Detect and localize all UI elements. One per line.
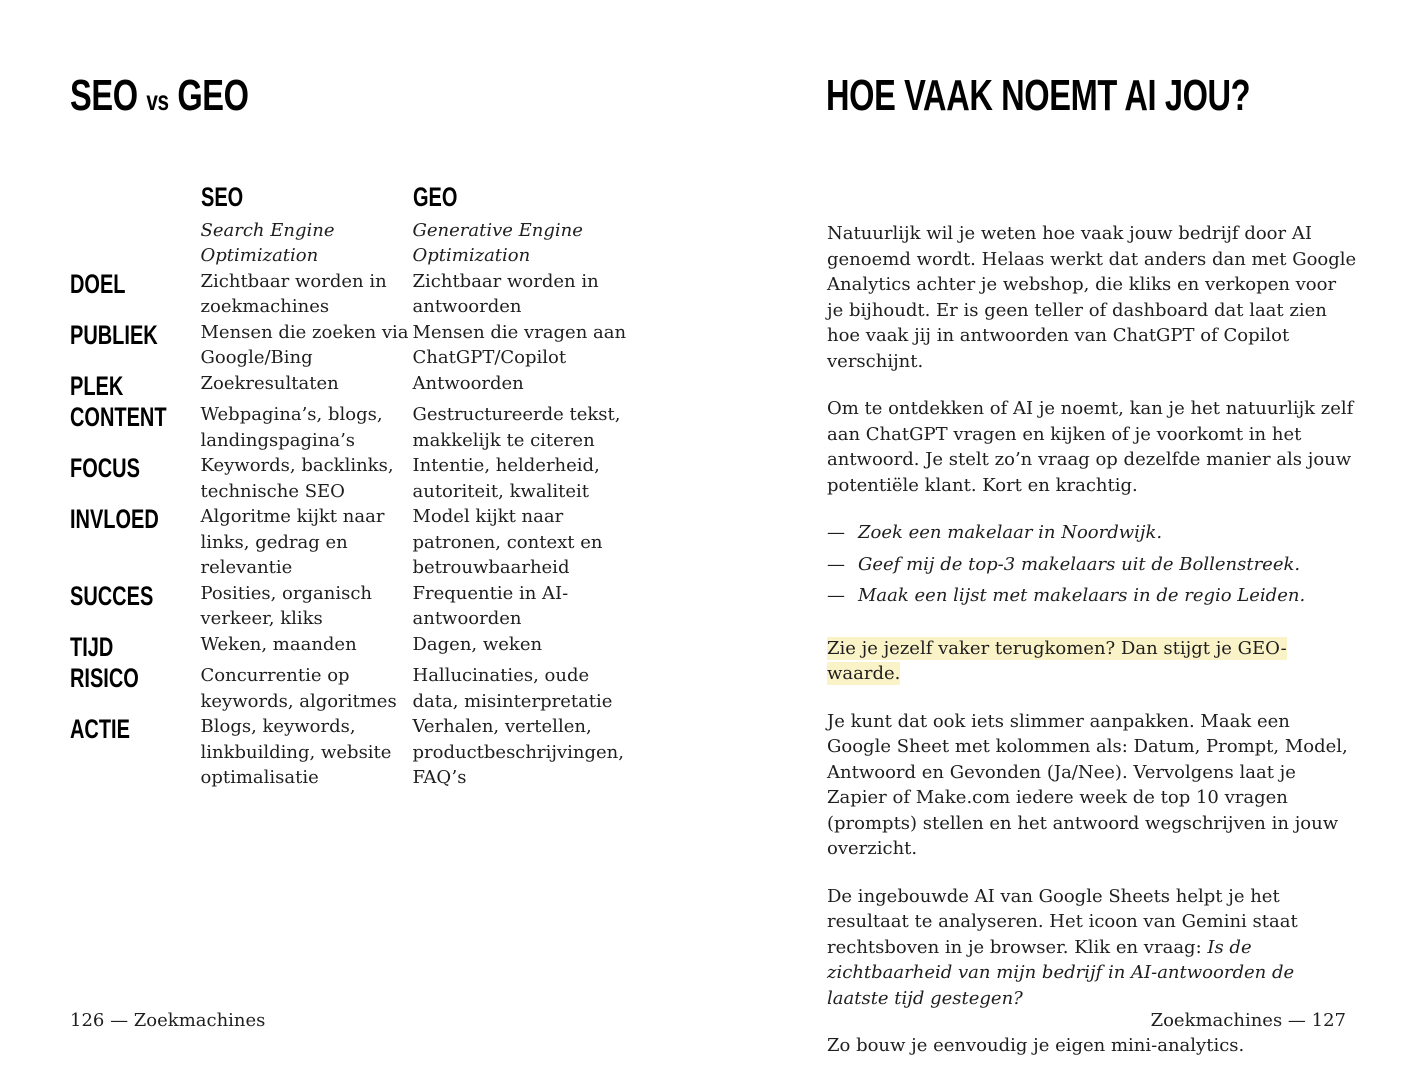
seo-value-cell bbox=[201, 453, 413, 504]
row-label: SUCCES bbox=[70, 580, 154, 611]
geo-value: Model kijkt naar patronen, context en betrouwbaarheid bbox=[412, 506, 603, 578]
left-page bbox=[0, 0, 708, 1063]
title-vs: vs bbox=[146, 85, 169, 116]
seo-value-cell bbox=[201, 581, 413, 632]
seo-value: Mensen die zoeken via Google/Bing bbox=[200, 321, 409, 368]
title-geo: GEO bbox=[177, 71, 249, 120]
row-label-cell bbox=[70, 453, 201, 504]
geo-value-cell bbox=[413, 632, 633, 664]
highlight-text: Zie je jezelf vaker terugkomen? Dan stijgt je GEO-waarde. bbox=[827, 637, 1287, 684]
column-header-seo bbox=[201, 182, 413, 269]
geo-value: Mensen die vragen aan ChatGPT/Copilot bbox=[412, 321, 627, 368]
seo-value: Posities, organisch verkeer, kliks bbox=[200, 582, 372, 629]
table-row bbox=[70, 663, 633, 714]
seo-value-cell bbox=[201, 269, 413, 320]
row-label: TIJD bbox=[70, 631, 114, 662]
geo-value-cell bbox=[413, 269, 633, 320]
geo-value: Dagen, weken bbox=[412, 633, 543, 655]
page-number-left: 126 — Zoekmachines bbox=[70, 1010, 266, 1031]
geo-value-cell bbox=[413, 453, 633, 504]
dash-bullet: — bbox=[827, 585, 845, 606]
table-row bbox=[70, 453, 633, 504]
row-label: ACTIE bbox=[70, 714, 130, 744]
table-row bbox=[70, 320, 633, 371]
row-label-cell bbox=[70, 714, 201, 791]
paragraph-text: De ingebouwde AI van Google Sheets helpt je het resultaat te analyseren. Het icoon van Gemini staat rechtsboven in je browser. Klik en vraag: bbox=[827, 885, 1298, 958]
right-page bbox=[708, 0, 1417, 1063]
geo-value: Antwoorden bbox=[412, 372, 524, 394]
example-question: Is de zichtbaarheid van mijn bedrijf in AI-antwoorden de laatste tijd gestegen? bbox=[827, 936, 1295, 1009]
row-label-cell bbox=[70, 320, 201, 371]
comparison-table bbox=[70, 182, 633, 791]
row-label: CONTENT bbox=[70, 402, 167, 432]
geo-value-cell bbox=[413, 371, 633, 403]
table-row bbox=[70, 632, 633, 664]
table-row bbox=[70, 504, 633, 581]
row-label: FOCUS bbox=[70, 453, 140, 483]
row-label-cell bbox=[70, 371, 201, 403]
row-label-cell bbox=[70, 632, 201, 664]
page-number-right: Zoekmachines — 127 bbox=[1150, 1010, 1346, 1031]
prompt-text: Zoek een makelaar in Noordwijk. bbox=[858, 522, 1163, 543]
geo-value: Verhalen, vertellen, productbeschrijvingen, FAQ’s bbox=[412, 716, 624, 788]
paragraph: Om te ontdekken of AI je noemt, kan je het natuurlijk zelf aan ChatGPT vragen en kijken of je voorkomt in het antwoord. Je stelt zo’n vraag op dezelfde manier als jouw potentiële klant. Kort en krachtig. bbox=[827, 398, 1354, 496]
row-label-cell bbox=[70, 581, 201, 632]
seo-value: Zoekresultaten bbox=[200, 372, 339, 394]
geo-value-cell bbox=[413, 714, 633, 791]
dash-bullet: — bbox=[827, 553, 845, 575]
seo-value: Webpagina’s, blogs, landingspagina’s bbox=[200, 404, 383, 451]
seo-value-cell bbox=[201, 663, 413, 714]
seo-value-cell bbox=[201, 714, 413, 791]
seo-value-cell bbox=[201, 504, 413, 581]
list-item bbox=[827, 552, 1357, 578]
row-label: PUBLIEK bbox=[70, 319, 158, 350]
seo-value: Concurrentie op keywords, algoritmes bbox=[200, 665, 397, 712]
column-subtitle: Search Engine Optimization bbox=[200, 219, 335, 266]
paragraph: Je kunt dat ook iets slimmer aanpakken. Maak een Google Sheet met kolommen als: Datum, Prompt, Model, Antwoord en Gevonden (Ja/Nee). Vervolgens laat je Zapier of Make.com iedere week de top 10 vragen (prompts) stellen en het antwoord wegschrijven in jouw overzicht. bbox=[827, 710, 1348, 859]
table-row bbox=[70, 581, 633, 632]
seo-value-cell bbox=[201, 632, 413, 664]
seo-value: Blogs, keywords, linkbuilding, website optimalisatie bbox=[200, 716, 392, 788]
row-label: PLEK bbox=[70, 370, 124, 401]
geo-value: Frequentie in AI-antwoorden bbox=[412, 582, 569, 629]
column-header-geo bbox=[413, 182, 633, 269]
seo-value-cell bbox=[201, 320, 413, 371]
geo-value: Intentie, helderheid, autoriteit, kwaliteit bbox=[412, 455, 600, 502]
geo-value: Gestructureerde tekst, makkelijk te citeren bbox=[412, 404, 621, 451]
page-title: HOE VAAK NOEMT AI JOU? bbox=[826, 71, 1251, 120]
column-subtitle: Generative Engine Optimization bbox=[412, 219, 583, 266]
row-label: DOEL bbox=[70, 268, 126, 299]
row-label-cell bbox=[70, 504, 201, 581]
title-seo: SEO bbox=[70, 71, 138, 120]
table-corner bbox=[70, 182, 201, 269]
table-row bbox=[70, 269, 633, 320]
row-label: RISICO bbox=[70, 663, 139, 693]
table-row bbox=[70, 402, 633, 453]
table-row bbox=[70, 714, 633, 791]
table-row bbox=[70, 371, 633, 403]
row-label: INVLOED bbox=[70, 504, 159, 534]
geo-value-cell bbox=[413, 663, 633, 714]
seo-value-cell bbox=[201, 371, 413, 403]
row-label-cell bbox=[70, 269, 201, 320]
prompt-text: Geef mij de top-3 makelaars uit de Bollenstreek. bbox=[858, 553, 1301, 575]
geo-value-cell bbox=[413, 320, 633, 371]
list-item bbox=[827, 520, 1357, 546]
article-body bbox=[827, 221, 1357, 1081]
seo-value: Algoritme kijkt naar links, gedrag en relevantie bbox=[200, 506, 385, 578]
geo-value-cell bbox=[413, 504, 633, 581]
prompt-list bbox=[827, 520, 1357, 609]
page-title bbox=[70, 71, 249, 123]
paragraph bbox=[827, 884, 1357, 1012]
highlighted-paragraph bbox=[827, 636, 1357, 687]
dash-bullet: — bbox=[827, 522, 845, 543]
paragraph: Zo bouw je eenvoudig je eigen mini-analytics. bbox=[827, 1035, 1245, 1056]
seo-value: Keywords, backlinks, technische SEO bbox=[200, 455, 394, 502]
seo-value: Weken, maanden bbox=[200, 633, 357, 655]
column-title: SEO bbox=[200, 182, 243, 212]
prompt-text: Maak een lijst met makelaars in de regio Leiden. bbox=[858, 585, 1306, 606]
geo-value-cell bbox=[413, 581, 633, 632]
table-header-row bbox=[70, 182, 633, 269]
geo-value: Hallucinaties, oude data, misinterpretatie bbox=[412, 665, 613, 712]
seo-value-cell bbox=[201, 402, 413, 453]
seo-value: Zichtbaar worden in zoekmachines bbox=[200, 270, 387, 317]
paragraph: Natuurlijk wil je weten hoe vaak jouw bedrijf door AI genoemd wordt. Helaas werkt dat anders dan met Google Analytics achter je webshop, die kliks en verkopen voor je bijhoudt. Er is geen teller of dashboard dat laat zien hoe vaak jij in antwoorden van ChatGPT of Copilot verschijnt. bbox=[827, 223, 1357, 372]
column-title: GEO bbox=[412, 182, 457, 212]
list-item bbox=[827, 583, 1357, 609]
geo-value: Zichtbaar worden in antwoorden bbox=[412, 270, 599, 317]
row-label-cell bbox=[70, 402, 201, 453]
row-label-cell bbox=[70, 663, 201, 714]
geo-value-cell bbox=[413, 402, 633, 453]
